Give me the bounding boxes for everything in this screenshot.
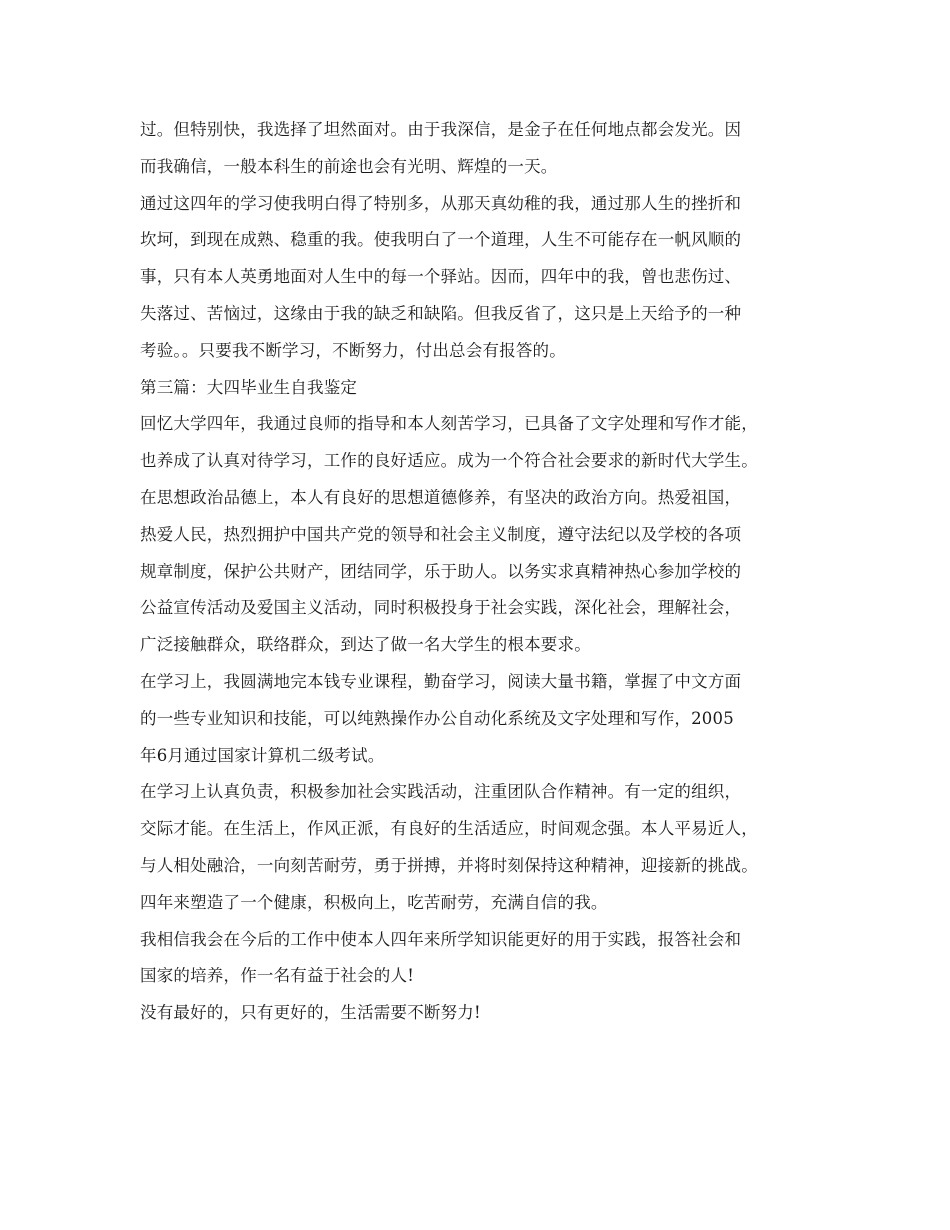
text-line: 也养成了认真对待学习，工作的良好适应。成为一个符合社会要求的新时代大学生。 — [140, 451, 758, 471]
text-line: 失落过、苦恼过，这缘由于我的缺乏和缺陷。但我反省了，这只是上天给予的一种 — [140, 303, 742, 323]
text-line: 的一些专业知识和技能，可以纯熟操作办公自动化系统及文字处理和写作，2005 — [140, 708, 734, 728]
text-line: 没有最好的，只有更好的，生活需要不断努力! — [140, 1003, 481, 1023]
text-line: 交际才能。在生活上，作风正派，有良好的生活适应，时间观念强。本人平易近人， — [140, 819, 758, 839]
document-body — [140, 112, 830, 1032]
text-line: 在学习上认真负责，积极参加社会实践活动，注重团队合作精神。有一定的组织， — [140, 782, 742, 802]
text-line: 事，只有本人英勇地面对人生中的每一个驿站。因而，四年中的我，曾也悲伤过、 — [140, 267, 742, 287]
text-line: 公益宣传活动及爱国主义活动，同时积极投身于社会实践，深化社会，理解社会， — [140, 598, 742, 618]
text-line: 我相信我会在今后的工作中使本人四年来所学知识能更好的用于实践，报答社会和 — [140, 929, 742, 949]
text-line: 考验。。只要我不断学习，不断努力，付出总会有报答的。 — [140, 340, 566, 360]
text-line: 四年来塑造了一个健康，积极向上，吃苦耐劳，充满自信的我。 — [140, 892, 608, 912]
text-line: 在学习上，我圆满地完本钱专业课程，勤奋学习，阅读大量书籍，掌握了中文方面 — [140, 671, 742, 691]
text-line: 过。但特别快，我选择了坦然面对。由于我深信，是金子在任何地点都会发光。因 — [140, 120, 742, 139]
text-line: 国家的培养，作一名有益于社会的人! — [140, 966, 415, 986]
text-line: 与人相处融洽，一向刻苦耐劳，勇于拼搏，并将时刻保持这种精神，迎接新的挑战。 — [140, 855, 758, 875]
text-line: 广泛接触群众，联络群众，到达了做一名大学生的根本要求。 — [140, 635, 591, 655]
text-line: 坎坷，到现在成熟、稳重的我。使我明白了一个道理，人生不可能存在一帆风顺的 — [140, 230, 742, 250]
text-line: 通过这四年的学习使我明白得了特别多，从那天真幼稚的我，通过那人生的挫折和 — [140, 193, 742, 213]
text-line: 回忆大学四年，我通过良师的指导和本人刻苦学习，已具备了文字处理和写作才能， — [140, 414, 758, 434]
text-line: 年6月通过国家计算机二级考试。 — [140, 745, 385, 765]
text-line: 热爱人民，热烈拥护中国共产党的领导和社会主义制度，遵守法纪以及学校的各项 — [140, 524, 742, 544]
text-line: 而我确信，一般本科生的前途也会有光明、辉煌的一天。 — [140, 156, 558, 176]
text-line: 在思想政治品德上，本人有良好的思想道德修养，有坚决的政治方向。热爱祖国， — [140, 487, 742, 507]
section-heading: 第三篇：大四毕业生自我鉴定 — [140, 377, 358, 397]
text-line: 规章制度，保护公共财产，团结同学，乐于助人。以务实求真精神热心参加学校的 — [140, 561, 742, 581]
